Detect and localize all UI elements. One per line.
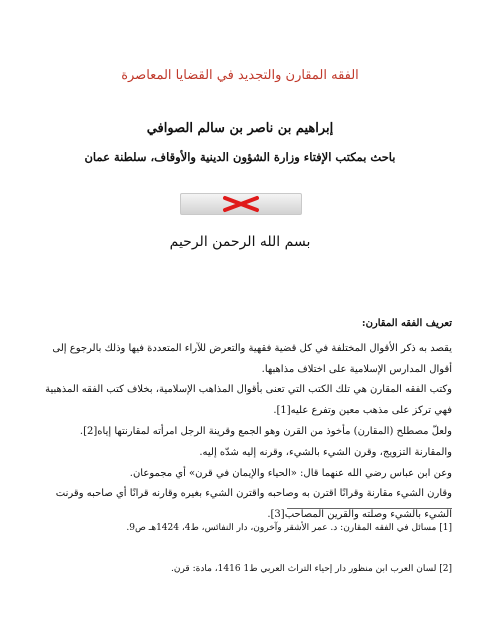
footnote-separator [287,508,452,509]
body-text [28,314,452,526]
paragraph: وعن ابن عباس رضي الله عنهما قال: «الحياء والإيمان في قرن» أي مجموعان. [129,467,452,479]
paragraph: وقارن الشيء مقارنة وقرانًا اقترن به وصاحبه واقترن الشيء بغيره وقارنه قرانًا أي صاحبه وقرنت الشيء بالشيء وصلته والقرين المصاحب[3]. [55,488,452,521]
decorative-divider [180,193,302,215]
paragraph: والمقارنة التزويج، وقرن الشيء بالشيء، وقرنه إليه شدّه إليه. [199,446,452,458]
author-affiliation: باحث بمكتب الإفتاء وزارة الشؤون الدينية والأوقاف، سلطنة عمان [84,150,396,164]
paragraph: يقصد به ذكر الأقوال المختلفة في كل قضية فقهية والتعرض للآراء المتعددة فيها وذلك بالرجوع إلى أقوال المدارس الإسلامية على اختلاف مذاهبها. [52,342,452,375]
document-title: الفقه المقارن والتجديد في القضايا المعاصرة [121,68,359,83]
footnote-2: [2] لسان العرب ابن منظور دار إحياء التراث العربي ط1 1416، مادة: قرن. [170,564,452,574]
red-x-icon [181,194,301,214]
paragraph: وكتب الفقه المقارن هي تلك الكتب التي تعنى بأقوال المذاهب الإسلامية، بخلاف كتب الفقه المذهبية فهي تركز على مذهب معين وتفرع عليه[1]. [45,384,452,417]
paragraph: ولعلّ مصطلح (المقارن) مأخوذ من القرن وهو الجمع وقرينة الرجل امرأته لمقارنتها إياه[2]. [79,425,452,437]
section-heading: تعريف الفقه المقارن: [361,318,452,329]
footnote-1: [1] مسائل في الفقه المقارن: د. عمر الأشقر وآخرون، دار النفائس، ط4، 1424هـ ص9. [126,523,452,533]
author-name: إبراهيم بن ناصر بن سالم الصوافي [146,121,334,136]
basmala: بسم الله الرحمن الرحيم [169,234,311,250]
